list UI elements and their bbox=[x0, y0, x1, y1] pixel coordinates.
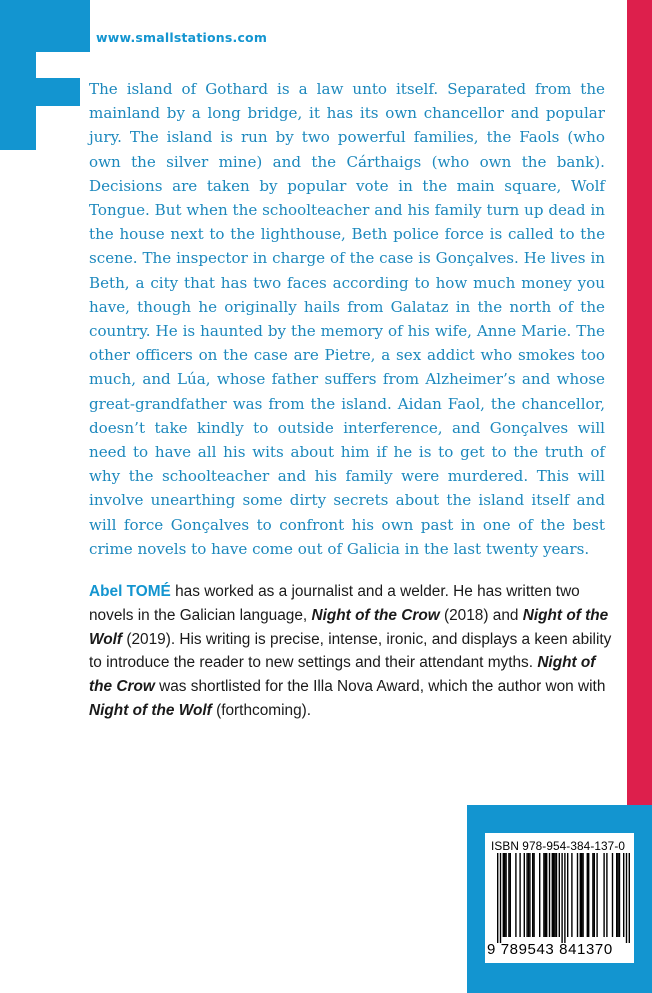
barcode-bar bbox=[587, 853, 588, 937]
barcode-bar bbox=[612, 853, 613, 937]
barcode-bar bbox=[580, 853, 581, 937]
barcode-bar bbox=[519, 853, 520, 937]
bio-text-3: (2019). His writing is precise, intense, ironic, and displays a keen ability to introduce the reader to new settings and their attendant myths. bbox=[89, 630, 612, 672]
barcode-bar bbox=[564, 853, 565, 943]
barcode-bar bbox=[626, 853, 627, 943]
barcode-bar bbox=[561, 853, 562, 943]
barcode-digits: 9 789543 841370 bbox=[487, 941, 613, 958]
barcode-bar bbox=[552, 853, 553, 937]
isbn-label: ISBN 978-954-384-137-0 bbox=[491, 839, 626, 853]
bio-text-5: (forthcoming). bbox=[211, 701, 312, 719]
barcode-bar bbox=[629, 853, 630, 943]
barcode-bar bbox=[582, 853, 583, 937]
author-first-name: Abel bbox=[89, 583, 127, 600]
barcode-bar bbox=[500, 853, 501, 943]
barcode-bar bbox=[567, 853, 568, 937]
barcode-bar bbox=[510, 853, 511, 937]
barcode-bar bbox=[529, 853, 530, 937]
barcode-bar bbox=[616, 853, 617, 937]
barcode-bar bbox=[504, 853, 505, 937]
barcode-bar bbox=[554, 853, 555, 937]
book-title-4: Night of the Wolf bbox=[89, 701, 212, 719]
barcode-bar bbox=[603, 853, 604, 937]
bio-text-1: has worked as a journalist and a welder. He has written two novels in the Galician language, bbox=[89, 583, 580, 624]
barcode-bar bbox=[505, 853, 506, 937]
publisher-website[interactable]: www.smallstations.com bbox=[96, 30, 268, 45]
barcode-bar bbox=[532, 853, 533, 937]
book-blurb: The island of Gothard is a law unto itself. Separated from the mainland by a long bridge, it has its own chancellor and popular jury. The island is run by two powerful families, the Faols (who own the silver mine) and the Cárthaigs (who own the bank). Decisions are taken by popular vote in the main square, Wolf Tongue. But when the schoolteacher and his family turn up dead in the house next to the lighthouse, Beth police force is called to the scene. The inspector in charge of the case is Gonçalves. He lives in Beth, a city that has two faces according to how much money you have, though he originally hails from Galataz in the north of the country. He is haunted by the memory of his wife, Anne Marie. The other officers on the case are Pietre, a sex addict who smokes too much, and Lúa, whose father suffers from Alzheimer’s and whose great-grandfather was from the island. Aidan Faol, the chancellor, doesn’t take kindly to outside interference, and Gonçalves will need to have all his wits about him if he is to get to the truth of why the schoolteacher and his family were murdered. This will involve unearthing some dirty secrets about the island itself and will force Gonçalves to confront his own past in one of the best crime novels to have come out of Galicia in the last twenty years. bbox=[89, 80, 605, 558]
book-title-2: Night of the Wolf bbox=[89, 606, 609, 648]
barcode-bar bbox=[508, 853, 509, 937]
barcode-bar bbox=[545, 853, 546, 937]
barcode-bar bbox=[543, 853, 544, 937]
barcode-bar bbox=[559, 853, 560, 937]
barcode-bar bbox=[524, 853, 525, 937]
barcode-bar bbox=[596, 853, 597, 937]
author-last-name: TOMÉ bbox=[126, 583, 171, 600]
author-name bbox=[89, 583, 171, 600]
barcode-bar bbox=[592, 853, 593, 937]
barcode-bar bbox=[577, 853, 578, 937]
barcode-bars bbox=[485, 853, 634, 945]
bio-text-4: was shortlisted for the Illa Nova Award, which the author won with bbox=[154, 678, 606, 696]
barcode-bar bbox=[528, 853, 529, 937]
barcode-bar bbox=[606, 853, 607, 937]
barcode-bar bbox=[588, 853, 589, 937]
barcode-bar bbox=[533, 853, 534, 937]
book-title-3: Night of the Crow bbox=[89, 654, 596, 696]
logo-f-middle-bar bbox=[0, 78, 80, 106]
book-title-1: Night of the Crow bbox=[311, 606, 440, 624]
barcode-bar bbox=[539, 853, 540, 937]
barcode-bar bbox=[581, 853, 582, 937]
bio-text-2: (2018) and bbox=[439, 606, 523, 624]
barcode-bar bbox=[546, 853, 547, 937]
barcode-bar bbox=[619, 853, 620, 937]
barcode-bar bbox=[623, 853, 624, 937]
author-bio bbox=[89, 580, 613, 723]
barcode-bar bbox=[515, 853, 516, 937]
barcode-bar bbox=[497, 853, 498, 943]
barcode-bar bbox=[553, 853, 554, 937]
barcode-panel bbox=[485, 833, 634, 963]
barcode-bar bbox=[503, 853, 504, 937]
barcode-bar bbox=[617, 853, 618, 937]
logo-f-stem bbox=[0, 0, 36, 150]
barcode-bar bbox=[526, 853, 527, 937]
barcode-bar bbox=[594, 853, 595, 937]
publisher-logo-f bbox=[0, 0, 90, 150]
barcode-bar bbox=[556, 853, 557, 937]
barcode-bar bbox=[571, 853, 572, 937]
barcode-bar bbox=[549, 853, 550, 937]
